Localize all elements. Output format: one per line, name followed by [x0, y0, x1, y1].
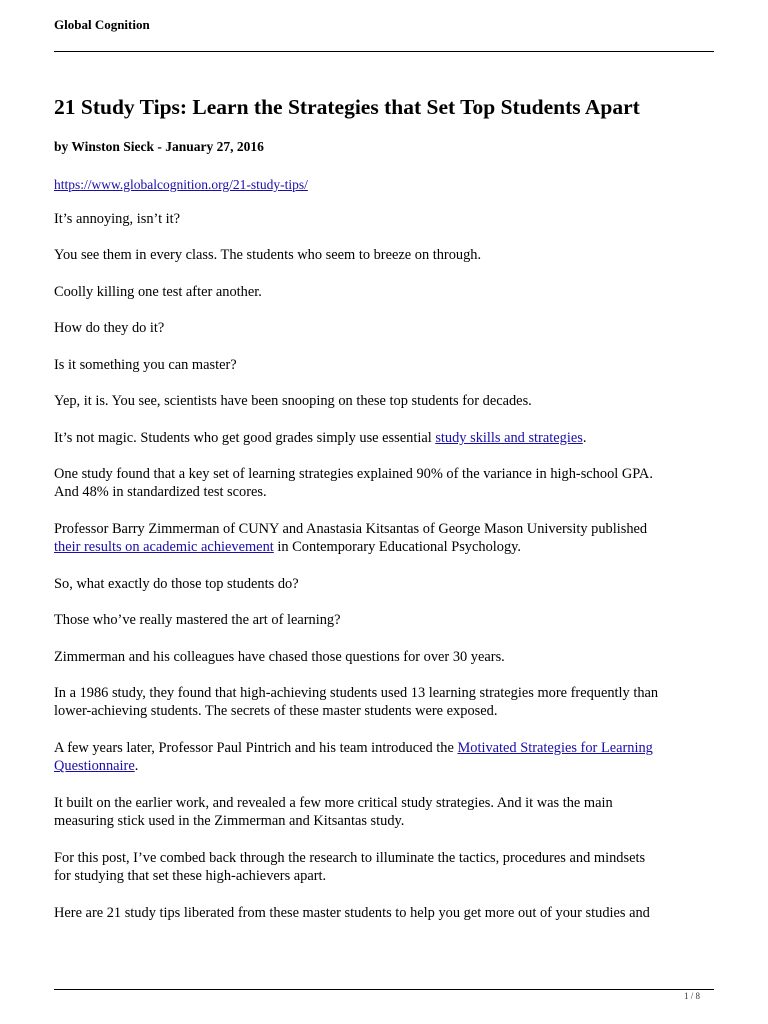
- document-page: [54, 0, 714, 1024]
- paragraph-8: [54, 465, 714, 502]
- study-skills-link[interactable]: study skills and strategies: [435, 430, 583, 446]
- paragraph-16-line-2: for studying that set these high-achievers apart.: [54, 868, 327, 885]
- paragraph-13-line-2: lower-achieving students. The secrets of these master students were exposed.: [54, 703, 498, 720]
- paragraph-5: Is it something you can master?: [54, 357, 237, 373]
- paragraph-2: You see them in every class. The students who seem to breeze on through.: [54, 247, 482, 263]
- paragraph-16: [54, 849, 714, 886]
- paragraph-13: [54, 684, 714, 721]
- paragraph-14-text: A few years later, Professor Paul Pintrich and his team introduced the: [54, 740, 458, 756]
- paragraph-9-end: in Contemporary Educational Psychology.: [273, 539, 522, 556]
- paragraph-7-end: .: [582, 430, 587, 446]
- site-header: Global Cognition: [54, 17, 150, 32]
- mslq-link-line-2: Questionnaire: [54, 758, 135, 775]
- paragraph-13-line-1: In a 1986 study, they found that high-achieving students used 13 learning strategies more frequently than: [54, 685, 659, 701]
- paragraph-9-line-1: Professor Barry Zimmerman of CUNY and Anastasia Kitsantas of George Mason University published: [54, 521, 648, 537]
- paragraph-15-line-2: measuring stick used in the Zimmerman and Kitsantas study.: [54, 813, 405, 830]
- paragraph-8-line-1: One study found that a key set of learning strategies explained 90% of the variance in high-school GPA.: [54, 466, 653, 482]
- article-byline: by Winston Sieck - January 27, 2016: [54, 139, 264, 154]
- paragraph-17: Here are 21 study tips liberated from these master students to help you get more out of your studies and: [54, 905, 650, 921]
- paragraph-8-line-2: And 48% in standardized test scores.: [54, 484, 267, 501]
- footer-divider: [54, 989, 714, 990]
- paragraph-1: It’s annoying, isn’t it?: [54, 211, 181, 227]
- paragraph-12: Zimmerman and his colleagues have chased those questions for over 30 years.: [54, 649, 505, 665]
- paragraph-6: Yep, it is. You see, scientists have been snooping on these top students for decades.: [54, 393, 532, 409]
- paragraph-14-end: .: [134, 758, 139, 775]
- paragraph-10: So, what exactly do those top students do?: [54, 576, 299, 592]
- paragraph-9: [54, 520, 714, 557]
- paragraph-3: Coolly killing one test after another.: [54, 284, 262, 300]
- header-divider: [54, 51, 714, 52]
- mslq-link-line-1: Motivated Strategies for Learning: [457, 740, 653, 756]
- paragraph-16-line-1: For this post, I’ve combed back through the research to illuminate the tactics, procedures and mindsets: [54, 850, 646, 866]
- paragraph-15-line-1: It built on the earlier work, and revealed a few more critical study strategies. And it was the main: [54, 795, 613, 811]
- paragraph-7-text: It’s not magic. Students who get good grades simply use essential: [54, 430, 436, 446]
- paragraph-14: [54, 739, 714, 776]
- paragraph-15: [54, 794, 714, 831]
- paragraph-4: How do they do it?: [54, 320, 165, 336]
- page-number: 1 / 8: [683, 991, 700, 1001]
- academic-achievement-link[interactable]: their results on academic achievement: [54, 539, 274, 556]
- article-title: 21 Study Tips: Learn the Strategies that Set Top Students Apart: [54, 95, 640, 119]
- paragraph-11: Those who’ve really mastered the art of learning?: [54, 612, 341, 628]
- paragraph-7: [54, 429, 714, 447]
- source-url-link[interactable]: https://www.globalcognition.org/21-study-tips/: [54, 177, 308, 192]
